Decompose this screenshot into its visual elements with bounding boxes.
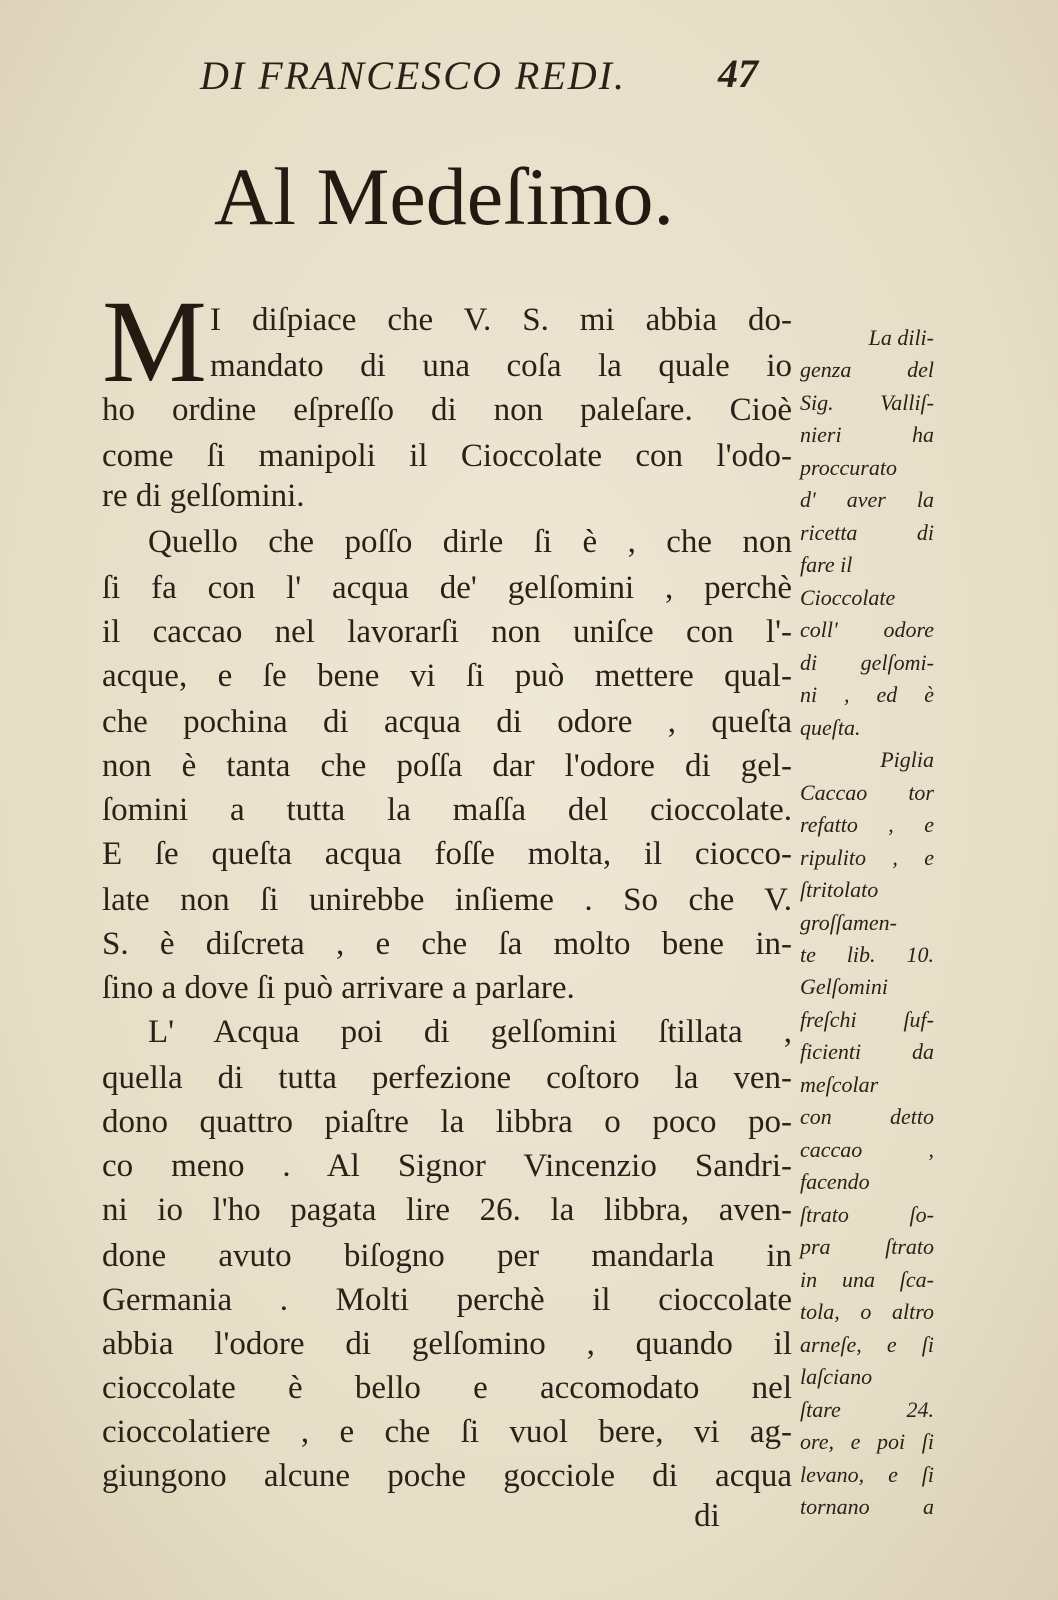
body-line: mandato di una coſa la quale io bbox=[210, 348, 792, 384]
margin-note-line: pra ſtrato bbox=[800, 1234, 934, 1259]
body-line: che pochina di acqua di odore , queſta bbox=[102, 704, 792, 740]
margin-note-line: groſſamen- bbox=[800, 910, 897, 935]
margin-note-line: caccao , bbox=[800, 1137, 934, 1162]
margin-note-line: ni , ed è bbox=[800, 682, 934, 707]
margin-note-line: refatto , e bbox=[800, 812, 934, 837]
margin-note-line: con detto bbox=[800, 1104, 934, 1129]
margin-note-line: ficienti da bbox=[800, 1039, 934, 1064]
margin-note-line: arneſe, e ſi bbox=[800, 1332, 934, 1357]
margin-note-line: queſta. bbox=[800, 715, 861, 740]
margin-note-line: facendo bbox=[800, 1169, 870, 1194]
body-line: dono quattro piaſtre la libbra o poco po- bbox=[102, 1104, 792, 1140]
letter-title: Al Medeſimo. bbox=[214, 151, 675, 242]
body-line: cioccolate è bello e accomodato nel bbox=[102, 1370, 792, 1406]
body-line: ſi fa con l' acqua de' gelſomini , perchè bbox=[102, 570, 792, 606]
margin-note-line: fare il bbox=[800, 552, 853, 577]
margin-note-line: proccurato bbox=[800, 455, 897, 480]
body-line: re di gelſomini. bbox=[102, 478, 305, 514]
margin-note-line: levano, e ſi bbox=[800, 1462, 934, 1487]
margin-note-line: ſtritolato bbox=[800, 877, 879, 902]
margin-note-line: Caccao tor bbox=[800, 780, 934, 805]
body-line: giungono alcune poche gocciole di acqua bbox=[102, 1458, 792, 1494]
body-line: quella di tutta perfezione coſtoro la ven- bbox=[102, 1060, 792, 1096]
margin-note-line: genza del bbox=[800, 357, 934, 382]
body-line: Germania . Molti perchè il cioccolate bbox=[102, 1282, 792, 1318]
margin-note-line: tola, o altro bbox=[800, 1299, 934, 1324]
margin-note-line: tornano a bbox=[800, 1494, 934, 1519]
margin-note-line: ricetta di bbox=[800, 520, 934, 545]
running-head: DI FRANCESCO REDI. bbox=[200, 53, 626, 98]
margin-note-line: Piglia bbox=[880, 747, 934, 772]
margin-note-line: di gelſomi- bbox=[800, 650, 934, 675]
body-line: done avuto biſogno per mandarla in bbox=[102, 1238, 792, 1274]
body-line: Quello che poſſo dirle ſi è , che non bbox=[148, 524, 792, 560]
body-line: non è tanta che poſſa dar l'odore di gel- bbox=[102, 748, 792, 784]
margin-note-line: in una ſca- bbox=[800, 1267, 934, 1292]
body-line: ho ordine eſpreſſo di non paleſare. Cioè bbox=[102, 392, 792, 428]
margin-note-line: te lib. 10. bbox=[800, 942, 934, 967]
drop-cap: M bbox=[102, 276, 207, 407]
margin-note-line: freſchi ſuf- bbox=[800, 1007, 934, 1032]
body-line: ſomini a tutta la maſſa del cioccolate. bbox=[102, 792, 792, 828]
margin-note-line: d' aver la bbox=[800, 487, 934, 512]
margin-note-line: ore, e poi ſi bbox=[800, 1429, 934, 1454]
margin-note-line: laſciano bbox=[800, 1364, 873, 1389]
margin-note-line: nieri ha bbox=[800, 422, 934, 447]
body-line: il caccao nel lavorarſi non uniſce con l'- bbox=[102, 614, 792, 650]
body-line: acque, e ſe bene vi ſi può mettere qual- bbox=[102, 658, 792, 694]
margin-note-line: Sig. Valliſ- bbox=[800, 390, 934, 415]
body-line: abbia l'odore di gelſomino , quando il bbox=[102, 1326, 792, 1362]
body-line: I diſpiace che V. S. mi abbia do- bbox=[210, 302, 792, 338]
body-line: S. è diſcreta , e che ſa molto bene in- bbox=[102, 926, 792, 962]
body-line: E ſe queſta acqua foſſe molta, il ciocco- bbox=[102, 836, 792, 872]
body-line: late non ſi unirebbe inſieme . So che V. bbox=[102, 882, 792, 918]
margin-note-line: ſtare 24. bbox=[800, 1397, 934, 1422]
margin-note-line: meſcolar bbox=[800, 1072, 879, 1097]
body-line: cioccolatiere , e che ſi vuol bere, vi ag- bbox=[102, 1414, 792, 1450]
margin-note-line: coll' odore bbox=[800, 617, 934, 642]
body-line: ſino a dove ſi può arrivare a parlare. bbox=[102, 970, 575, 1006]
margin-note-line: Cioccolate bbox=[800, 585, 896, 610]
body-line: di bbox=[694, 1498, 720, 1534]
page-number: 47 bbox=[718, 51, 758, 96]
body-line: ni io l'ho pagata lire 26. la libbra, aven- bbox=[102, 1192, 792, 1228]
body-line: co meno . Al Signor Vincenzio Sandri- bbox=[102, 1148, 792, 1184]
margin-note-line: ripulito , e bbox=[800, 845, 934, 870]
body-line: come ſi manipoli il Cioccolate con l'odo- bbox=[102, 438, 792, 474]
margin-note-line: La dili- bbox=[868, 325, 934, 350]
body-line: L' Acqua poi di gelſomini ſtillata , bbox=[148, 1014, 792, 1050]
margin-note-line: ſtrato ſo- bbox=[800, 1202, 934, 1227]
margin-note-line: Gelſomini bbox=[800, 974, 888, 999]
